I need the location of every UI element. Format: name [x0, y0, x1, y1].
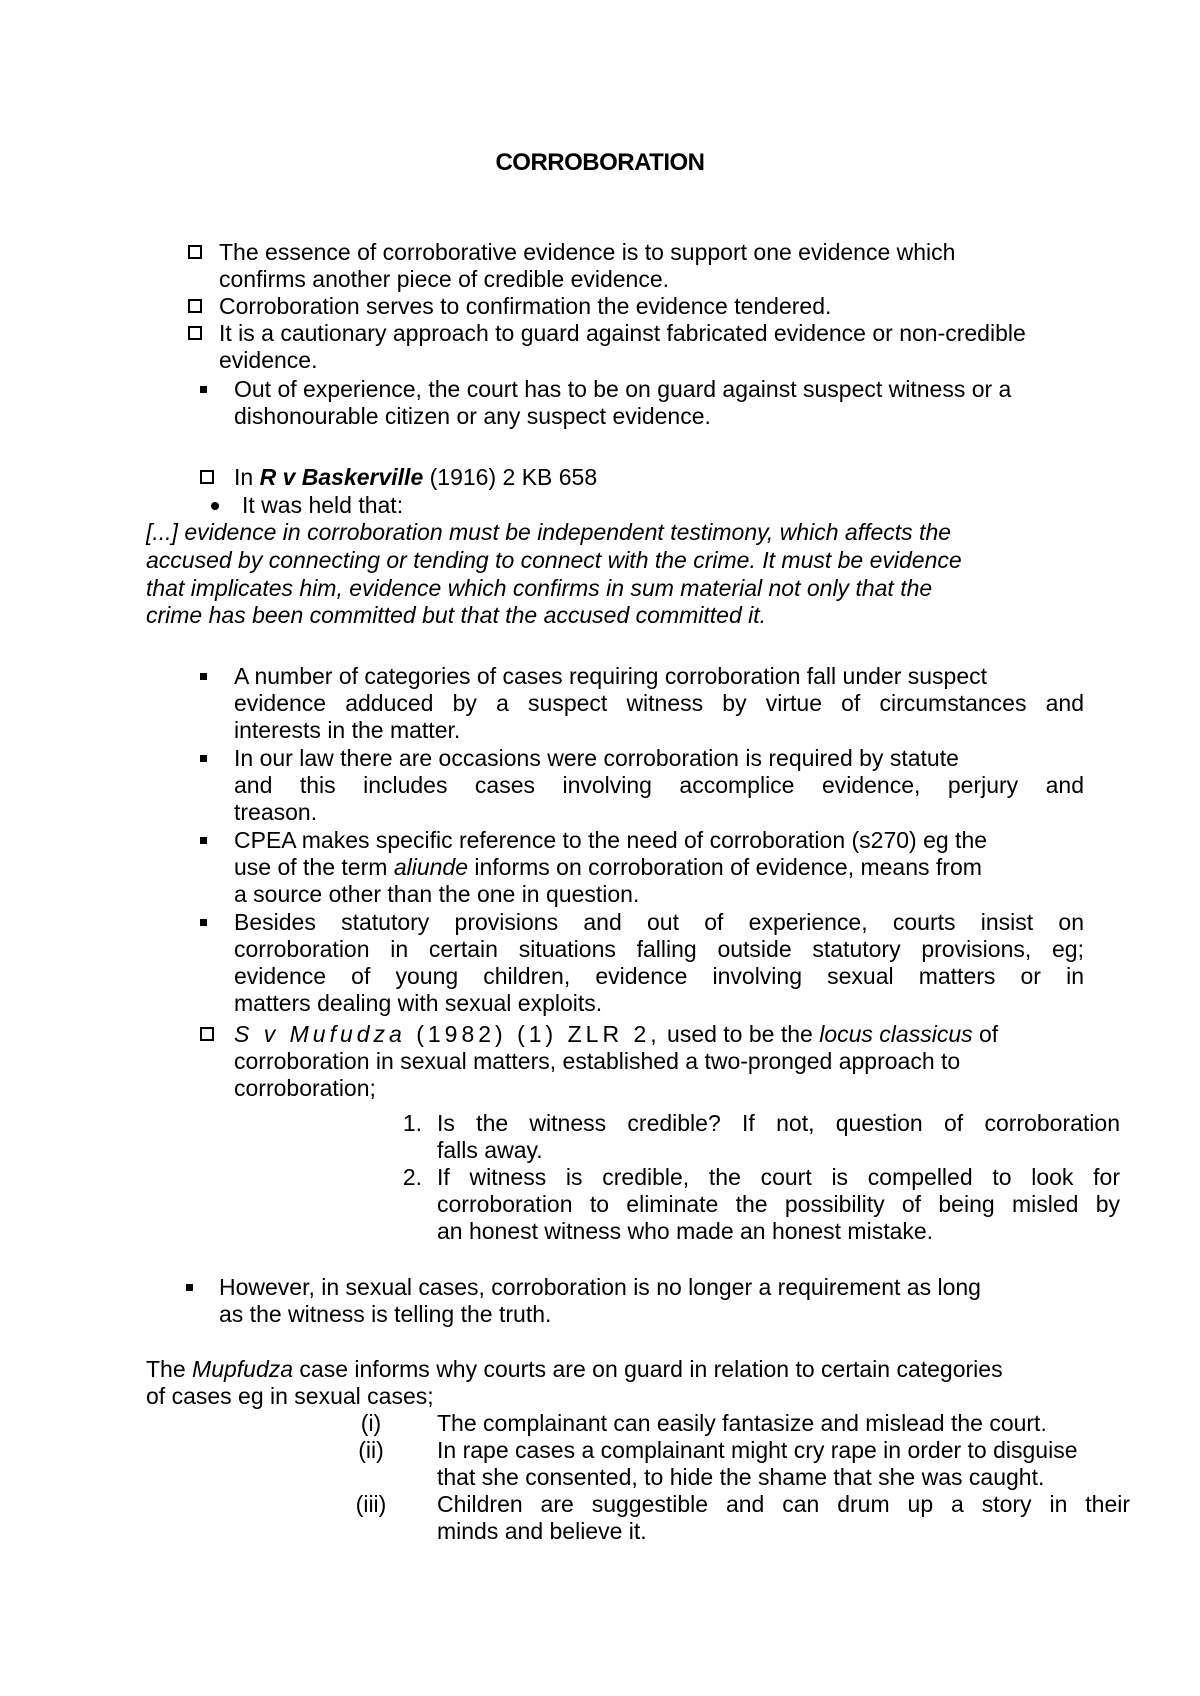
hollow-square-bullet-icon [188, 245, 202, 259]
reason-iii-line-2: minds and believe it. [437, 1518, 647, 1544]
baskerville-quote-line-4: crime has been committed but that the accused committed it. [146, 602, 767, 628]
cpea-line-2 [234, 853, 982, 881]
hollow-square-bullet-icon [188, 299, 202, 313]
categories-2-line-3: treason. [234, 799, 318, 825]
however-line-2: as the witness is telling the truth. [219, 1301, 552, 1327]
baskerville-case-name: R v Baskerville [259, 464, 424, 490]
round-bullet-icon [211, 502, 219, 510]
conclusion-mupfudza: Mupfudza [192, 1356, 294, 1382]
categories-2-line-2: and this includes cases involving accomplice evidence, perjury and [234, 772, 1084, 798]
categories-1-line-2: evidence adduced by a suspect witness by virtue of circumstances and [234, 690, 1084, 716]
besides-line-4: matters dealing with sexual exploits. [234, 990, 603, 1016]
page-title: CORROBORATION [495, 149, 705, 176]
step-number-1: 1. [402, 1110, 422, 1136]
step-number-2: 2. [402, 1164, 422, 1190]
intro-point-2: Corroboration serves to confirmation the evidence tendered. [219, 293, 832, 319]
filled-square-bullet-icon [186, 1284, 193, 1291]
filled-square-bullet-icon [200, 755, 207, 762]
cpea-line-1: CPEA makes specific reference to the need of corroboration (s270) eg the [234, 827, 988, 853]
cpea-line-2-pre: use of the term [234, 854, 394, 880]
reason-i-line-1: The complainant can easily fantasize and mislead the court. [437, 1410, 1047, 1436]
mufudza-locus-classicus: locus classicus [819, 1021, 973, 1047]
baskerville-prefix: In [234, 464, 260, 490]
cpea-aliunde: aliunde [393, 854, 468, 880]
conclusion-post: case informs why courts are on guard in relation to certain categories [293, 1356, 1003, 1382]
filled-square-bullet-icon [200, 919, 207, 926]
experience-point-line-1: Out of experience, the court has to be on guard against suspect witness or a [234, 376, 1012, 402]
however-line-1: However, in sexual cases, corroboration is no longer a requirement as long [219, 1274, 981, 1300]
baskerville-heading [234, 463, 597, 491]
hollow-square-bullet-icon [200, 470, 214, 484]
baskerville-quote-line-2: accused by connecting or tending to connect with the crime. It must be evidence [146, 547, 962, 573]
hollow-square-bullet-icon [200, 1027, 214, 1041]
conclusion-pre: The [146, 1356, 193, 1382]
reason-ii-line-1: In rape cases a complainant might cry rape in order to disguise [437, 1437, 1078, 1463]
mufudza-citation: (1982) (1) ZLR 2, [405, 1021, 661, 1047]
conclusion-line-2: of cases eg in sexual cases; [146, 1383, 434, 1409]
step-1-line-2: falls away. [437, 1137, 543, 1163]
filled-square-bullet-icon [200, 386, 207, 393]
categories-1-line-1: A number of categories of cases requiring corroboration fall under suspect [234, 663, 988, 689]
reason-iii-line-1: Children are suggestible and can drum up a story in their [437, 1491, 1130, 1517]
intro-point-3-line-2: evidence. [219, 347, 318, 373]
mufudza-line-2: corroboration in sexual matters, established a two-pronged approach to [234, 1048, 961, 1074]
reason-number-ii: (ii) [358, 1437, 384, 1463]
hollow-square-bullet-icon [188, 326, 202, 340]
intro-point-1-line-2: confirms another piece of credible evidence. [219, 266, 670, 292]
experience-point-line-2: dishonourable citizen or any suspect evidence. [234, 403, 711, 429]
filled-square-bullet-icon [200, 837, 207, 844]
cpea-line-3: a source other than the one in question. [234, 881, 640, 907]
baskerville-citation: (1916) 2 KB 658 [423, 464, 598, 490]
step-2-line-1: If witness is credible, the court is compelled to look for [437, 1164, 1120, 1190]
categories-2-line-1: In our law there are occasions were corroboration is required by statute [234, 745, 959, 771]
baskerville-quote-line-3: that implicates him, evidence which confirms in sum material not only that the [146, 575, 933, 601]
step-2-line-2: corroboration to eliminate the possibility of being misled by [437, 1191, 1120, 1217]
reason-ii-line-2: that she consented, to hide the shame that she was caught. [437, 1464, 1045, 1490]
intro-point-1-line-1: The essence of corroborative evidence is to support one evidence which [219, 239, 956, 265]
mufudza-case-name: S v Mufudza [234, 1021, 406, 1047]
mufudza-mid: used to be the [660, 1021, 820, 1047]
step-1-line-1: Is the witness credible? If not, question of corroboration [437, 1110, 1120, 1136]
baskerville-quote-line-1: [...] evidence in corroboration must be independent testimony, which affects the [146, 519, 952, 545]
besides-line-1: Besides statutory provisions and out of experience, courts insist on [234, 909, 1084, 935]
filled-square-bullet-icon [200, 673, 207, 680]
mufudza-line-3: corroboration; [234, 1075, 376, 1101]
reason-number-i: (i) [360, 1410, 382, 1436]
mufudza-line-1 [234, 1020, 998, 1048]
besides-line-3: evidence of young children, evidence involving sexual matters or in [234, 963, 1084, 989]
besides-line-2: corroboration in certain situations falling outside statutory provisions, eg; [234, 936, 1084, 962]
categories-1-line-3: interests in the matter. [234, 717, 461, 743]
mufudza-end: of [972, 1021, 999, 1047]
reason-number-iii: (iii) [355, 1491, 387, 1517]
cpea-line-2-post: informs on corroboration of evidence, means from [468, 854, 982, 880]
baskerville-held: It was held that: [242, 492, 404, 518]
intro-point-3-line-1: It is a cautionary approach to guard against fabricated evidence or non-credible [219, 320, 1026, 346]
step-2-line-3: an honest witness who made an honest mistake. [437, 1218, 934, 1244]
conclusion-line-1 [146, 1355, 1003, 1383]
